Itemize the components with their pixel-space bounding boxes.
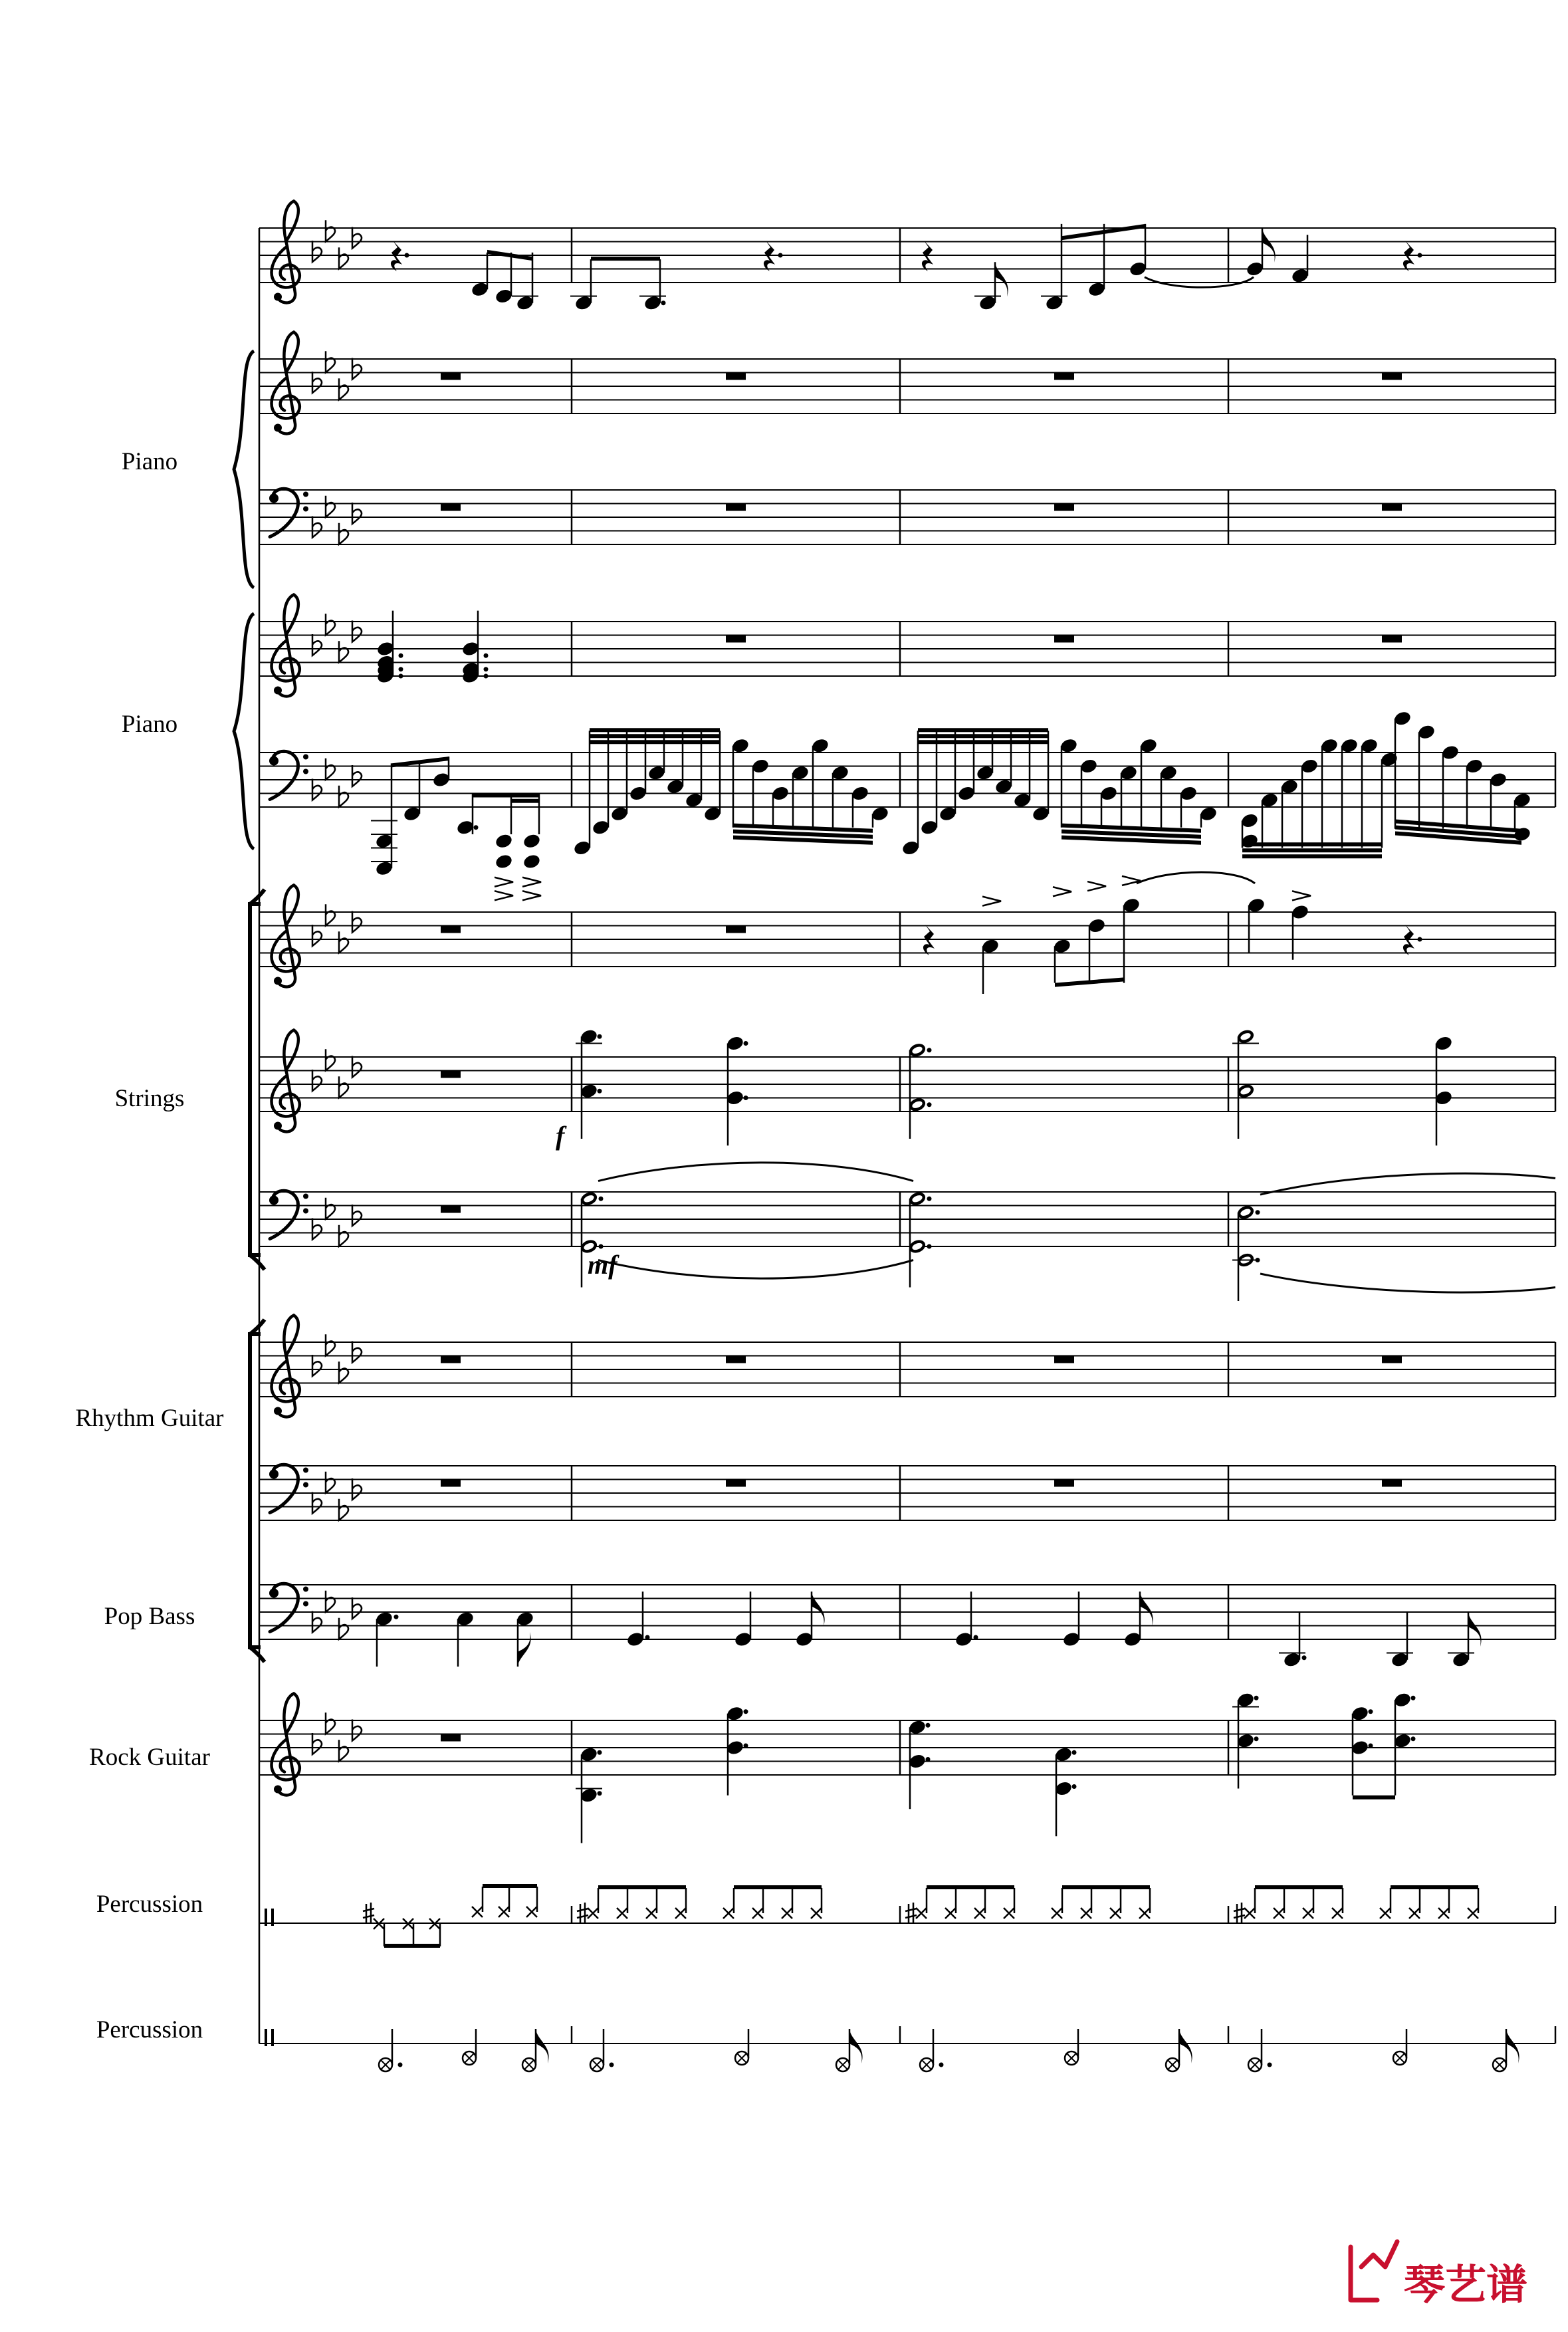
percussion-clef-icon [271, 1909, 274, 1926]
augmentation-dot [974, 1635, 978, 1640]
augmentation-dot [1418, 937, 1422, 942]
augmentation-dot [399, 674, 403, 679]
flat-sign-icon [339, 931, 348, 953]
x-notehead [1139, 1908, 1150, 1919]
augmentation-dot [598, 1089, 602, 1094]
circle-x-notehead [1393, 2051, 1406, 2065]
flat-sign-icon [312, 634, 322, 655]
rhythm-guitar-treble-staff [259, 1316, 1555, 1417]
beam [590, 740, 720, 744]
sharp-sign-icon [905, 1903, 917, 1924]
augmentation-dot [744, 1096, 748, 1100]
flat-sign-icon [339, 1740, 348, 1761]
augmentation-dot [927, 1197, 932, 1201]
augmentation-dot [405, 253, 409, 258]
whole-rest [1054, 1356, 1074, 1363]
flat-sign-icon [352, 1597, 362, 1619]
augmentation-dot [744, 1041, 748, 1046]
whole-rest [1054, 504, 1074, 511]
piano2-brace [234, 614, 254, 849]
x-notehead [916, 1908, 927, 1919]
accent-mark [982, 897, 1001, 906]
label-strings: Strings [114, 1085, 185, 1112]
whole-rest [1054, 636, 1074, 643]
flat-sign-icon [352, 358, 362, 380]
augmentation-dot [1418, 253, 1422, 258]
beam [918, 740, 1048, 744]
flat-sign-icon [312, 1355, 322, 1376]
x-notehead [1438, 1908, 1449, 1919]
augmentation-dot [1411, 1696, 1416, 1700]
whole-rest [1054, 1480, 1074, 1487]
strings-bracket [250, 889, 265, 1270]
flat-sign-icon [326, 496, 335, 517]
note-head [522, 853, 542, 870]
flat-sign-icon [312, 1219, 322, 1240]
flat-sign-icon [352, 1341, 362, 1363]
treble-clef-icon [272, 332, 300, 434]
flat-sign-icon [339, 1076, 348, 1098]
augmentation-dot [1369, 1744, 1373, 1748]
x-notehead [782, 1908, 792, 1919]
eighth-flag [1262, 228, 1276, 263]
eighth-flag [1140, 1591, 1153, 1626]
flat-sign-icon [339, 523, 348, 544]
eighth-flag [536, 2029, 549, 2063]
accent-mark [495, 877, 513, 887]
note-head [495, 832, 514, 850]
rhythm-guitar-bass-staff [259, 1464, 1555, 1520]
augmentation-dot [1254, 1696, 1259, 1700]
augmentation-dot [399, 653, 403, 658]
flat-sign-icon [312, 1070, 322, 1091]
augmentation-dot [599, 1197, 604, 1201]
augmentation-dot [1256, 1210, 1260, 1215]
augmentation-dot [1369, 1709, 1373, 1714]
flat-sign-icon [326, 904, 335, 925]
accent-mark [1292, 891, 1311, 900]
x-notehead [1004, 1908, 1014, 1919]
augmentation-dot [1254, 1736, 1259, 1741]
label-rock-guitar: Rock Guitar [89, 1744, 210, 1771]
bass-clef-icon [269, 751, 308, 799]
piano2-treble-staff [259, 595, 1555, 697]
whole-rest [441, 1356, 461, 1363]
augmentation-dot [661, 300, 666, 305]
x-notehead [499, 1907, 509, 1917]
whole-rest [1382, 636, 1402, 643]
circle-x-notehead [379, 2058, 392, 2071]
beam [1242, 854, 1382, 858]
circle-x-notehead [735, 2051, 748, 2065]
beam [473, 794, 539, 798]
beam [1242, 848, 1382, 852]
whole-rest [1054, 373, 1074, 380]
guitar-bass-bracket [250, 1320, 265, 1662]
augmentation-dot [484, 653, 489, 658]
label-percussion-1: Percussion [96, 1891, 203, 1918]
bass-clef-icon [269, 489, 308, 536]
circle-x-notehead [522, 2058, 536, 2071]
augmentation-dot [939, 2063, 944, 2067]
circle-x-notehead [590, 2058, 604, 2071]
augmentation-dot [744, 1744, 748, 1748]
flat-sign-icon [326, 1591, 335, 1612]
augmentation-dot [926, 1757, 931, 1762]
flat-sign-icon [352, 227, 362, 249]
flat-sign-icon [312, 517, 322, 538]
x-notehead [1380, 1908, 1391, 1919]
x-notehead [1052, 1908, 1062, 1919]
circle-x-notehead [836, 2058, 849, 2071]
whole-rest [441, 1734, 461, 1742]
flat-sign-icon [326, 1334, 335, 1355]
dynamic-mf: mf [588, 1250, 617, 1280]
flat-sign-icon [326, 220, 335, 241]
flat-sign-icon [312, 1492, 322, 1514]
beam [590, 734, 720, 738]
piano1-bass-staff [259, 489, 1555, 544]
watermark-logo [1351, 2242, 1527, 2309]
whole-rest [726, 1480, 746, 1487]
eighth-flag [1506, 2029, 1519, 2063]
x-notehead [1244, 1908, 1255, 1919]
pop-bass-staff [259, 1583, 1555, 1639]
beam [511, 799, 539, 803]
beam [384, 1944, 440, 1948]
x-notehead [617, 1908, 627, 1919]
eighth-flag [849, 2029, 863, 2063]
accent-mark [1053, 887, 1071, 896]
flat-sign-icon [312, 925, 322, 946]
treble-clef-icon [272, 595, 300, 697]
x-notehead [1303, 1908, 1313, 1919]
whole-rest [441, 1480, 461, 1487]
beam [918, 728, 1048, 732]
circle-x-notehead [463, 2051, 476, 2065]
accent-mark [495, 891, 513, 900]
percussion-1-staff [259, 1906, 1555, 1926]
note-head [495, 853, 514, 870]
label-pop-bass: Pop Bass [104, 1603, 195, 1630]
augmentation-dot [1411, 1736, 1416, 1741]
whole-rest [441, 373, 461, 380]
sharp-sign-icon [577, 1903, 588, 1924]
tie [1260, 1274, 1555, 1292]
bass-clef-icon [269, 1464, 308, 1512]
whole-rest [1382, 1480, 1402, 1487]
beam [1391, 1885, 1478, 1889]
beam [927, 1885, 1014, 1889]
flat-sign-icon [352, 1205, 362, 1226]
watermark-text: 琴艺谱 [1404, 2260, 1528, 2309]
augmentation-dot [1072, 1784, 1077, 1789]
x-notehead [472, 1907, 483, 1917]
augmentation-dot [398, 2063, 403, 2067]
circle-x-notehead [1248, 2058, 1262, 2071]
augmentation-dot [1302, 1655, 1307, 1660]
augmentation-dot [474, 825, 479, 830]
x-notehead [1081, 1908, 1091, 1919]
accent-mark [522, 877, 541, 887]
x-notehead [1409, 1908, 1420, 1919]
whole-rest [1382, 1356, 1402, 1363]
whole-rest [726, 636, 746, 643]
flat-sign-icon [339, 378, 348, 400]
bass-clef-icon [269, 1583, 308, 1631]
flat-sign-icon [352, 911, 362, 933]
whole-rest [441, 926, 461, 933]
label-rhythm-guitar: Rhythm Guitar [75, 1405, 224, 1432]
music-note-logo-icon [1351, 2242, 1397, 2300]
augmentation-dot [598, 1034, 602, 1039]
augmentation-dot [394, 1615, 399, 1619]
piano1-treble-staff [259, 332, 1555, 434]
flat-sign-icon [339, 247, 348, 269]
flat-sign-icon [352, 765, 362, 786]
percussion-2-staff [259, 2026, 1555, 2046]
strings-staff-2 [259, 1030, 1555, 1132]
beam [1353, 1796, 1395, 1800]
beam [1242, 842, 1382, 846]
flat-sign-icon [312, 1733, 322, 1754]
whole-rest [726, 926, 746, 933]
flat-sign-icon [326, 614, 335, 635]
flat-sign-icon [339, 1361, 348, 1383]
flat-sign-icon [326, 1472, 335, 1493]
beam [1255, 1885, 1343, 1889]
x-notehead [588, 1908, 598, 1919]
label-piano-1: Piano [121, 448, 178, 475]
x-notehead [675, 1908, 686, 1919]
whole-rest [441, 1071, 461, 1078]
label-percussion-2: Percussion [96, 2016, 203, 2043]
flat-sign-icon [352, 503, 362, 524]
label-piano-2: Piano [121, 711, 178, 738]
note-head [522, 832, 542, 850]
augmentation-dot [484, 674, 489, 679]
flat-sign-icon [312, 372, 322, 393]
flat-sign-icon [352, 1720, 362, 1741]
tie [1137, 872, 1255, 883]
percussion-clef-icon [265, 2029, 267, 2046]
eighth-flag [1179, 2029, 1192, 2063]
flat-sign-icon [352, 1056, 362, 1078]
accent-mark [1087, 881, 1106, 891]
x-notehead [526, 1907, 537, 1917]
eighth-flag [995, 262, 1008, 296]
augmentation-dot [484, 667, 489, 671]
treble-clef-icon [272, 885, 300, 987]
treble-clef-icon [272, 1030, 300, 1132]
x-notehead [945, 1908, 956, 1919]
augmentation-dot [598, 1791, 602, 1796]
beam [918, 734, 1048, 738]
sharp-sign-icon [1234, 1903, 1245, 1924]
flat-sign-icon [352, 621, 362, 642]
beam [734, 1885, 822, 1889]
flat-sign-icon [339, 641, 348, 662]
flat-sign-icon [339, 1618, 348, 1639]
treble-clef-icon [272, 1316, 300, 1417]
x-notehead [752, 1908, 763, 1919]
flat-sign-icon [312, 779, 322, 800]
beam [1062, 1885, 1150, 1889]
beam [591, 257, 660, 261]
flat-sign-icon [326, 1712, 335, 1734]
augmentation-dot [1072, 1750, 1077, 1755]
piano1-brace [234, 351, 254, 588]
circle-x-notehead [920, 2058, 933, 2071]
whole-rest [1382, 504, 1402, 511]
x-notehead [1110, 1908, 1121, 1919]
treble-clef-icon [272, 201, 300, 303]
beam [598, 1885, 686, 1889]
augmentation-dot [927, 1102, 932, 1107]
strings-staff-1 [259, 885, 1555, 987]
flat-sign-icon [326, 351, 335, 372]
whole-rest [726, 504, 746, 511]
flat-sign-icon [326, 758, 335, 780]
whole-rest [1382, 373, 1402, 380]
sharp-sign-icon [363, 1903, 374, 1924]
dynamic-f: f [556, 1121, 565, 1151]
melody-staff [259, 201, 1555, 303]
x-notehead [1332, 1908, 1343, 1919]
beam [590, 728, 720, 732]
circle-x-notehead [1166, 2058, 1179, 2071]
x-notehead [1274, 1908, 1284, 1919]
whole-rest [726, 1356, 746, 1363]
flat-sign-icon [312, 241, 322, 262]
circle-x-notehead [1065, 2051, 1078, 2065]
beam [483, 1884, 537, 1888]
flat-sign-icon [339, 1499, 348, 1520]
eighth-flag [812, 1591, 825, 1626]
eighth-flag [518, 1632, 531, 1667]
x-notehead [646, 1908, 657, 1919]
x-notehead [723, 1908, 734, 1919]
flat-sign-icon [326, 1198, 335, 1219]
augmentation-dot [744, 1709, 748, 1714]
treble-clef-icon [272, 1694, 300, 1796]
augmentation-dot [926, 1723, 931, 1728]
augmentation-dot [399, 667, 403, 671]
flat-sign-icon [326, 1049, 335, 1070]
augmentation-dot [610, 2063, 614, 2067]
augmentation-dot [778, 253, 783, 258]
strings-staff-3 [259, 1191, 1555, 1246]
whole-rest [441, 1206, 461, 1213]
eighth-flag [1468, 1612, 1482, 1647]
accent-mark [522, 891, 541, 900]
percussion-clef-icon [265, 1909, 267, 1926]
percussion-clef-icon [271, 2029, 274, 2046]
whole-rest [441, 504, 461, 511]
x-notehead [1468, 1908, 1478, 1919]
x-notehead [811, 1908, 822, 1919]
flat-sign-icon [312, 1611, 322, 1633]
flat-sign-icon [339, 786, 348, 807]
circle-x-notehead [1493, 2058, 1506, 2071]
flat-sign-icon [339, 1225, 348, 1246]
augmentation-dot [1268, 2063, 1272, 2067]
whole-rest [726, 373, 746, 380]
augmentation-dot [645, 1635, 650, 1640]
tie [598, 1260, 913, 1279]
augmentation-dot [927, 1048, 932, 1052]
flat-sign-icon [352, 1478, 362, 1500]
x-notehead [974, 1908, 985, 1919]
augmentation-dot [927, 1244, 932, 1249]
bass-clef-icon [269, 1191, 308, 1238]
piano2-bass-staff [259, 751, 1555, 807]
tie [598, 1163, 913, 1181]
augmentation-dot [598, 1750, 602, 1755]
augmentation-dot [599, 1244, 604, 1249]
